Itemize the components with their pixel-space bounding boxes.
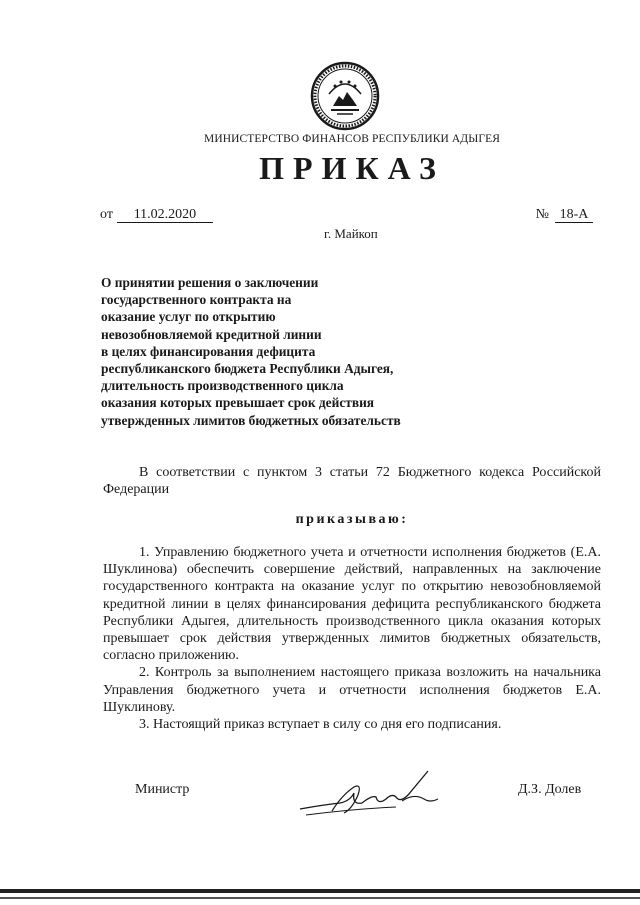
ministry-name: МИНИСТЕРСТВО ФИНАНСОВ РЕСПУБЛИКИ АДЫГЕЯ bbox=[204, 133, 500, 145]
subject-line: О принятии решения о заключении bbox=[101, 275, 319, 290]
coat-of-arms-emblem-icon bbox=[309, 60, 381, 132]
subject-line: государственного контракта на bbox=[101, 292, 292, 308]
number-value: 18-А bbox=[555, 207, 593, 223]
date-value: 11.02.2020 bbox=[117, 207, 213, 223]
scan-border bbox=[0, 897, 640, 899]
order-word: приказываю: bbox=[295, 512, 409, 527]
city: г. Майкоп bbox=[324, 226, 378, 241]
subject-line: республиканского бюджета Республики Адыгея, bbox=[101, 361, 394, 377]
order-item: 1. Управлению бюджетного учета и отчетности исполнения бюджетов (Е.А. Шуклинова) обеспечить совершение действий, направленных на заключение государственного контракта на оказание услуг по открытию невозобновляемой кредитной линии в целях финансирования дефицита республиканского бюджета Республики Адыгея, длительность производственного цикла оказания которых превышает срок действия утвержденных лимитов бюджетных обязательств, согласно приложению. bbox=[103, 545, 601, 664]
order-number bbox=[536, 207, 593, 223]
subject-line: оказания которых превышает срок действия bbox=[101, 395, 375, 411]
signer-name: Д.З. Долев bbox=[518, 782, 582, 797]
subject-line: утвержденных лимитов бюджетных обязательств bbox=[101, 412, 401, 428]
number-prefix: № bbox=[535, 207, 549, 222]
document-title: ПРИКАЗ bbox=[259, 150, 445, 186]
order-item: 3. Настоящий приказ вступает в силу со дня его подписания. bbox=[139, 717, 502, 733]
signer-position: Министр bbox=[135, 782, 190, 797]
subject-line: длительность производственного цикла bbox=[101, 378, 344, 394]
handwritten-signature-icon bbox=[292, 765, 442, 825]
subject-line: оказание услуг по открытию bbox=[101, 309, 276, 325]
order-subject bbox=[101, 274, 401, 429]
scan-border bbox=[0, 889, 640, 893]
order-item: 2. Контроль за выполнением настоящего приказа возложить на начальника Управления бюджетного учета и отчетности исполнения бюджетов Е.А. Шуклинову. bbox=[103, 665, 601, 715]
order-date bbox=[100, 207, 213, 223]
preamble: В соответствии с пунктом 3 статьи 72 Бюджетного кодекса Российской Федерации bbox=[103, 465, 601, 498]
subject-line: невозобновляемой кредитной линии bbox=[101, 326, 322, 342]
order-items bbox=[103, 544, 601, 733]
subject-line: в целях финансирования дефицита bbox=[101, 343, 316, 359]
date-prefix: от bbox=[100, 207, 113, 222]
